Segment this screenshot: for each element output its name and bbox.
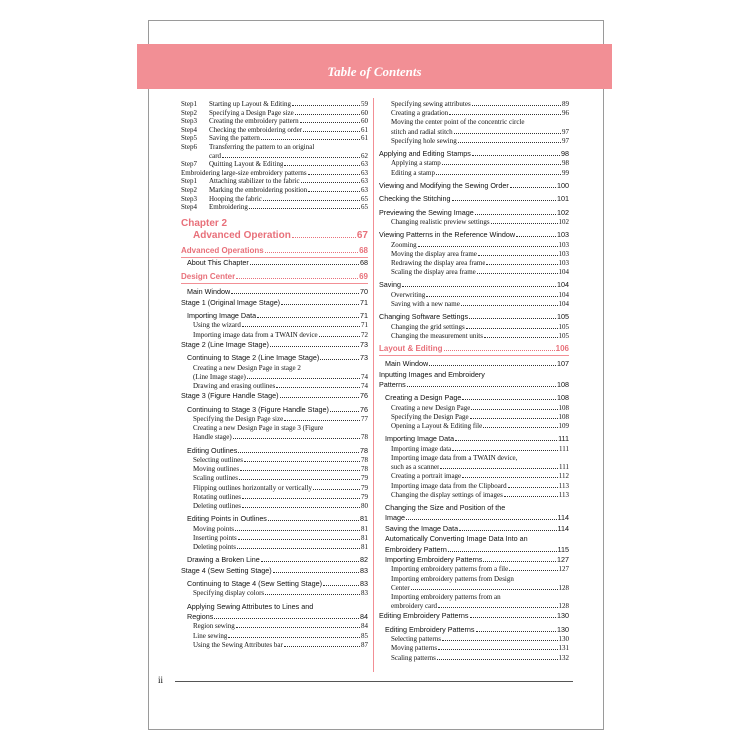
chapter-label: Chapter 2 (181, 217, 228, 229)
toc-entry[interactable]: Stage 1 (Original Image Stage) 71 (181, 297, 368, 307)
column-divider (373, 98, 374, 672)
toc-entry[interactable]: Editing Embroidery Patterns 130 (385, 624, 569, 634)
toc-entry[interactable]: Moving patterns 131 (391, 644, 569, 653)
toc-entry[interactable]: Viewing Patterns in the Reference Window 103 (379, 230, 569, 240)
toc-entry[interactable]: Applying Sewing Attributes to Lines and (187, 601, 314, 611)
toc-entry[interactable]: Continuing to Stage 3 (Figure Handle Stage) 76 (187, 404, 368, 414)
toc-entry[interactable]: Deleting outlines 80 (193, 502, 368, 511)
toc-left-column (181, 100, 368, 650)
toc-entry[interactable]: Scaling patterns 132 (391, 653, 569, 662)
toc-entry[interactable]: Importing embroidery patterns from a file 127 (391, 565, 569, 574)
toc-entry[interactable]: Changing the measurement units 105 (391, 331, 569, 340)
toc-entry[interactable]: Region sewing 84 (193, 622, 368, 631)
toc-entry[interactable]: Specifying sewing attributes 89 (391, 100, 569, 108)
toc-entry[interactable]: Moving the display area frame 103 (391, 249, 569, 258)
page-number: ii (158, 675, 164, 685)
toc-entry[interactable]: Specifying hole sewing 97 (391, 136, 569, 145)
toc-entry[interactable]: Creating a new Design Page in stage 3 (Figure (193, 424, 324, 433)
toc-entry[interactable]: Stage 4 (Sew Setting Stage) 83 (181, 565, 368, 575)
toc-entry[interactable]: Checking the Stitching 101 (379, 194, 569, 204)
toc-entry[interactable]: Continuing to Stage 2 (Line Image Stage) 73 (187, 353, 368, 363)
toc-entry[interactable]: Specifying display colors 83 (193, 589, 368, 598)
toc-entry[interactable]: Step2 Marking the embroidering position 63 (181, 185, 368, 194)
toc-entry[interactable]: Scaling outlines 79 (193, 474, 368, 483)
toc-entry-cont[interactable]: Handle stage) 78 (193, 433, 368, 442)
toc-entry[interactable]: Importing image data 111 (391, 444, 569, 453)
toc-entry[interactable]: Opening a Layout & Editing file 109 (391, 422, 569, 431)
section-heading[interactable]: Advanced Operations 68 (181, 245, 368, 258)
toc-entry[interactable]: Selecting patterns 130 (391, 635, 569, 644)
toc-entry-cont[interactable]: Patterns 108 (379, 379, 569, 389)
toc-entry[interactable]: Importing Image Data 111 (385, 434, 569, 444)
toc-entry[interactable]: Editing a stamp 99 (391, 168, 569, 177)
toc-entry-cont[interactable]: embroidery card 128 (391, 602, 569, 611)
toc-entry[interactable]: Stage 3 (Figure Handle Stage) 76 (181, 391, 368, 401)
toc-entry[interactable]: Editing Points in Outlines 81 (187, 514, 368, 524)
toc-entry[interactable]: Drawing a Broken Line 82 (187, 555, 368, 565)
toc-entry[interactable]: Deleting points 81 (193, 543, 368, 552)
toc-title: Table of Contents (327, 64, 422, 79)
toc-entry[interactable]: Creating a Design Page 108 (385, 393, 569, 403)
toc-entry[interactable]: Main Window 70 (187, 287, 368, 297)
toc-entry[interactable]: Importing image data from a TWAIN device, (391, 453, 518, 462)
toc-right-column (379, 100, 569, 663)
toc-entry[interactable]: Step1 Starting up Layout & Editing 59 (181, 100, 368, 108)
toc-entry[interactable]: Step3 Hooping the fabric 65 (181, 194, 368, 203)
toc-entry[interactable]: Saving with a new name 104 (391, 300, 569, 309)
toc-entry[interactable]: Step7 Quitting Layout & Editing 63 (181, 160, 368, 169)
toc-entry[interactable]: Drawing and erasing outlines 74 (193, 381, 368, 390)
toc-entry-cont[interactable]: Regions 84 (187, 612, 368, 622)
toc-entry[interactable]: Editing Outlines 78 (187, 445, 368, 455)
toc-entry[interactable]: Specifying the Design Page size 77 (193, 414, 368, 423)
toc-entry[interactable]: Using the wizard 71 (193, 321, 368, 330)
toc-entry-cont[interactable]: such as a scanner 111 (391, 463, 569, 472)
toc-entry[interactable]: Zooming 103 (391, 240, 569, 249)
toc-entry-cont[interactable]: Image 114 (385, 513, 569, 523)
toc-entry[interactable]: Main Window 107 (385, 359, 569, 369)
toc-entry[interactable]: Rotating outlines 79 (193, 492, 368, 501)
toc-entry[interactable]: Creating a new Design Page in stage 2 (193, 363, 301, 372)
toc-entry[interactable]: Importing Embroidery Patterns 127 (385, 554, 569, 564)
toc-entry[interactable]: Previewing the Sewing Image 102 (379, 207, 569, 217)
toc-entry[interactable]: Flipping outlines horizontally or vertically 79 (193, 483, 368, 492)
toc-entry[interactable]: Step4 Embroidering 65 (181, 203, 368, 212)
toc-entry[interactable]: Importing image data from a TWAIN device 72 (193, 330, 368, 339)
section-heading[interactable]: Design Center 69 (181, 271, 368, 284)
toc-entry[interactable]: Editing Embroidery Patterns 130 (379, 611, 569, 621)
toc-entry[interactable]: Overwriting 104 (391, 290, 569, 299)
toc-entry[interactable]: Changing Software Settings 105 (379, 312, 569, 322)
footer-rule (175, 681, 573, 682)
toc-entry[interactable]: Continuing to Stage 4 (Sew Setting Stage) 83 (187, 579, 368, 589)
toc-entry[interactable]: Step4 Checking the embroidering order 61 (181, 125, 368, 134)
toc-entry[interactable]: Moving outlines 78 (193, 465, 368, 474)
toc-entry[interactable]: Creating a gradation 96 (391, 109, 569, 118)
toc-entry[interactable]: Importing image data from the Clipboard 113 (391, 481, 569, 490)
toc-entry[interactable]: Step1 Attaching stabilizer to the fabric 63 (181, 177, 368, 186)
toc-entry[interactable]: Embroidering large-size embroidery patterns 63 (181, 168, 368, 177)
toc-entry[interactable]: Scaling the display area frame 104 (391, 268, 569, 277)
toc-entry[interactable]: Changing realistic preview settings 102 (391, 218, 569, 227)
toc-entry[interactable]: Automatically Converting Image Data Into an (385, 534, 528, 544)
toc-entry[interactable]: Importing Image Data 71 (187, 310, 368, 320)
toc-entry[interactable]: Changing the grid settings 105 (391, 322, 569, 331)
toc-entry[interactable]: Creating a portrait image 112 (391, 472, 569, 481)
toc-entry[interactable]: Moving points 81 (193, 524, 368, 533)
toc-entry-cont[interactable]: (Line Image stage) 74 (193, 372, 368, 381)
toc-entry[interactable]: Step3 Creating the embroidery pattern 60 (181, 117, 368, 126)
toc-entry-cont[interactable]: Embroidery Pattern 115 (385, 544, 569, 554)
toc-entry[interactable]: Importing embroidery patterns from Design (391, 574, 514, 583)
toc-entry[interactable]: Saving 104 (379, 280, 569, 290)
toc-entry[interactable]: Specifying the Design Page 108 (391, 412, 569, 421)
toc-entry-cont[interactable]: stitch and radial stitch 97 (391, 127, 569, 136)
toc-entry[interactable]: Changing the display settings of images 113 (391, 490, 569, 499)
toc-entry[interactable]: Selecting outlines 78 (193, 456, 368, 464)
toc-entry[interactable]: Step2 Specifying a Design Page size 60 (181, 108, 368, 117)
toc-entry[interactable]: Inserting points 81 (193, 533, 368, 542)
toc-entry[interactable]: Applying and Editing Stamps 98 (379, 149, 569, 159)
toc-entry[interactable]: About This Chapter 68 (187, 257, 368, 267)
toc-entry[interactable]: Step6 Transferring the pattern to an original (181, 142, 315, 151)
toc-entry[interactable]: Moving the center point of the concentric circle (391, 118, 525, 127)
toc-entry[interactable]: Changing the Size and Position of the (385, 502, 506, 512)
toc-entry[interactable]: Redrawing the display area frame 103 (391, 259, 569, 268)
toc-entry[interactable]: Viewing and Modifying the Sewing Order 100 (379, 180, 569, 190)
toc-entry[interactable]: Line sewing 85 (193, 631, 368, 640)
chapter-title[interactable]: Advanced Operation 67 (193, 229, 368, 241)
toc-entry[interactable]: Creating a new Design Page 108 (391, 403, 569, 412)
toc-entry-cont[interactable]: Center 128 (391, 583, 569, 592)
toc-entry[interactable]: Using the Sewing Attributes bar 87 (193, 640, 368, 649)
section-heading[interactable]: Layout & Editing 106 (379, 343, 569, 356)
toc-entry[interactable]: Inputting Images and Embroidery (379, 369, 485, 379)
toc-entry-cont[interactable]: card 62 (209, 151, 368, 160)
toc-entry[interactable]: Importing embroidery patterns from an (391, 593, 501, 601)
toc-entry[interactable]: Step5 Saving the pattern 61 (181, 134, 368, 143)
toc-entry[interactable]: Saving the Image Data 114 (385, 523, 569, 533)
toc-entry[interactable]: Stage 2 (Line Image Stage) 73 (181, 339, 368, 349)
toc-entry[interactable]: Applying a stamp 98 (391, 159, 569, 168)
toc-banner (137, 44, 612, 89)
